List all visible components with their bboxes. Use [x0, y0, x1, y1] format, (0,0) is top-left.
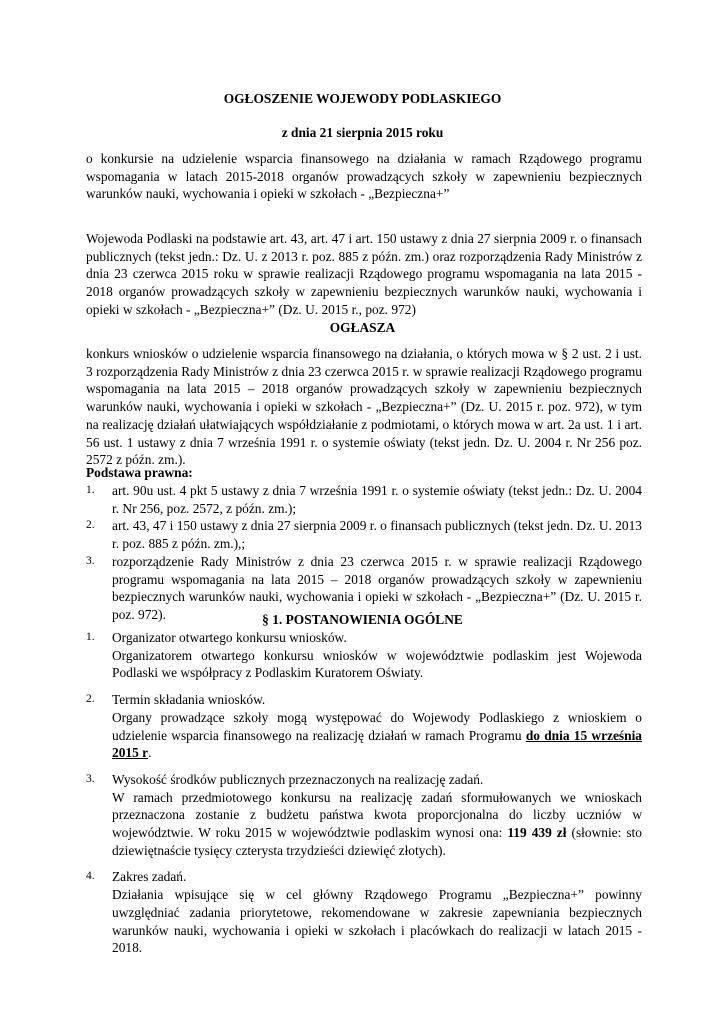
amount-words: (słownie: sto dziewiętnaście tysięcy czterysta trzydzieści dziewięć złotych).	[112, 825, 642, 858]
list-item	[86, 691, 642, 762]
deadline-text: do dnia 15 września 2015 r	[112, 727, 642, 761]
list-number: 3.	[86, 554, 95, 567]
section-1-title: § 1. POSTANOWIENIA OGÓLNE	[262, 612, 463, 627]
item-body: Organy prowadzące szkoły mogą występować do Wojewody Podlaskiego z wnioskiem o udzielenie wsparcia finansowego na realizację działań w ramach Programu	[112, 709, 642, 743]
document-title: OGŁOSZENIE WOJEWODY PODLASKIEGO	[223, 91, 502, 106]
list-item	[86, 482, 642, 517]
item-body: Organizatorem otwartego konkursu wniosków w województwie podlaskim jest Wojewoda Podlaski we współpracy z Podlaskim Kuratorem Oświaty.	[112, 647, 642, 681]
list-text: art. 90u ust. 4 pkt 5 ustawy z dnia 7 września 1991 r. o systemie oświaty (tekst jedn.: Dz. U. 2004 r. Nr 256, poz. 2572, z późn. zm.);	[112, 483, 642, 516]
list-item	[86, 771, 642, 860]
item-title: Organizator otwartego konkursu wniosków.	[112, 630, 347, 645]
item-body: Działania wpisujące się w cel główny Rządowego Programu „Bezpieczna+” powinny uwzględniać zadania priorytetowe, rekomendowane w zakresie zapewniania bezpiecznych warunków nauki, wychowania i opieki w szkołach i placówkach do realizacji w latach 2015 - 2018.	[112, 887, 642, 956]
list-item	[86, 517, 642, 552]
item-title: Zakres zadań.	[112, 869, 187, 885]
list-text: rozporządzenie Rady Ministrów z dnia 23 czerwca 2015 r. w sprawie realizacji Rządowego programu wspomagania na lata 2015 – 2018 organów prowadzących szkoły w zapewnieniu bezpiecznych warunków nauki, wychowania i opieki w szkołach - „Bezpieczna+” (Dz. U. 2015 r. poz. 972).	[112, 553, 642, 622]
item-body-wrap	[112, 709, 642, 762]
item-body-wrap	[112, 789, 642, 860]
preamble-text: Wojewoda Podlaski na podstawie art. 43, art. 47 i art. 150 ustawy z dnia 27 sierpnia 2009 r. o finansach publicznych (tekst jedn.: Dz. U. z 2013 r. poz. 885 z późn. zm.) oraz rozporządzenia Rady Ministrów z dnia 23 czerwca 2015 roku w sprawie realizacji Rządowego programu wspomagania na lata 2015 - 2018 organów prowadzących szkoły w zapewnieniu bezpiecznych warunków nauki, wychowania i opieki w szkołach - „Bezpieczna+” (Dz. U. 2015 r., poz. 972)	[86, 231, 642, 317]
amount-value: 119 439 zł	[507, 825, 567, 841]
legal-basis-heading: Podstawa prawna:	[86, 465, 193, 480]
list-number: 1.	[86, 484, 95, 496]
list-item	[86, 868, 642, 957]
announcement-text: konkurs wniosków o udzielenie wsparcia finansowego na działania, o których mowa w § 2 ust. 2 i ust. 3 rozporządzenia Rady Ministrów z dnia 23 czerwca 2015 r. w sprawie realizacji Rządowego programu wspomagania na lata 2015 – 2018 organów prowadzących szkoły w zapewnieniu bezpiecznych warunków nauki, wychowania i opieki w szkołach - „Bezpieczna+” (Dz. U. 2015 r. poz. 972), w tym na realizację działań ułatwiających współdziałanie z podmiotami, o których mowa w art. 2a ust. 1 i art. 56 ust. 1 ustawy z dnia 7 września 1991 r. o systemie oświaty (tekst jedn. Dz. U. 2004 r. Nr 256 poz. 2572 z późn. zm.).	[86, 346, 642, 468]
document-date: z dnia 21 sierpnia 2015 roku	[281, 125, 444, 140]
announces-heading: OGŁASZA	[329, 320, 396, 335]
deadline-end: .	[148, 745, 152, 761]
announcement-paragraph	[86, 345, 642, 469]
list-number: 4.	[86, 870, 95, 883]
list-number: 2.	[86, 693, 95, 706]
item-title: Wysokość środków publicznych przeznaczonych na realizację zadań.	[112, 771, 484, 787]
subject-paragraph	[86, 150, 642, 203]
list-number: 2.	[86, 519, 95, 532]
legal-basis-list	[86, 482, 642, 624]
list-text: art. 43, 47 i 150 ustawy z dnia 27 sierpnia 2009 r. o finansach publicznych (tekst jedn. Dz. U. 2013 r. poz. 885 z późn. zm.),;	[112, 518, 642, 552]
list-item	[86, 629, 642, 682]
list-number: 1.	[86, 631, 95, 643]
preamble-paragraph	[86, 230, 642, 319]
subject-text: o konkursie na udzielenie wsparcia finansowego na działania w ramach Rządowego programu wspomagania w latach 2015-2018 organów prowadzących szkoły w zapewnieniu bezpiecznych warunków nauki, wychowania i opieki w szkołach - „Bezpieczna+”	[86, 151, 642, 202]
item-title: Termin składania wniosków.	[112, 692, 266, 708]
list-number: 3.	[86, 772, 95, 785]
item-body: W ramach przedmiotowego konkursu na realizację zadań sformułowanych we wnioskach przeznaczona zostanie z budżetu państwa kwota proporcjonalna do liczby uczniów w województwie. W roku 2015 w województwie podlaskim wynosi ona:	[112, 789, 642, 841]
section-1-list	[86, 629, 642, 957]
